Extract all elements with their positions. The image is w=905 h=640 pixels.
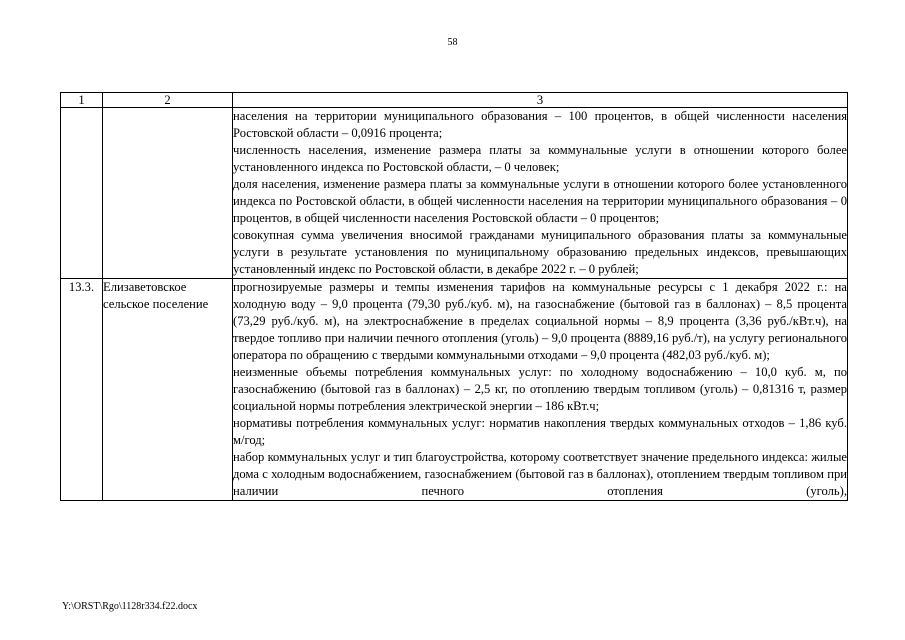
- column-header-3: 3: [233, 93, 848, 108]
- paragraph: численность населения, изменение размера платы за коммунальные услуги в отношении которого более установленного индекса по Ростовской области, – 0 человек;: [233, 143, 847, 174]
- table-header-row: [61, 93, 848, 108]
- paragraph: прогнозируемые размеры и темпы изменения тарифов на коммунальные ресурсы с 1 декабря 2022 г.: на холодную воду – 9,0 процента (79,30 руб./куб. м), на газоснабжение (бытовой газ в баллонах) – 8,5 процента (73,29 руб./куб. м), на электроснабжение в пределах социальной нормы – 8,9 процента (3,36 руб./кВт.ч), на твердое топливо при наличии печного отопления (уголь) – 9,0 процента (8889,16 руб./т), на услугу регионального оператора по обращению с твердыми коммунальными отходами – 9,0 процента (482,03 руб./куб. м);: [233, 280, 847, 362]
- page-number: 58: [447, 37, 458, 48]
- row-content: [233, 108, 848, 279]
- paragraph: неизменные объемы потребления коммунальных услуг: по холодному водоснабжению – 10,0 куб. м, по газоснабжению (бытовой газ в баллонах) – 2,5 кг, по отоплению твердым топливом (уголь) – 0,81316 т, размер социальной нормы потребления электрической энергии – 186 кВт.ч;: [233, 365, 847, 413]
- tariff-table: [60, 92, 848, 501]
- document-file-path: Y:\ORST\Rgo\1128r334.f22.docx: [62, 601, 198, 612]
- table-row: [61, 279, 848, 501]
- paragraph: совокупная сумма увеличения вносимой гражданами муниципального образования платы за коммунальные услуги в результате установления по муниципальному образованию предельных индексов, превышающих установленный индекс по Ростовской области, в декабре 2022 г. – 0 рублей;: [233, 228, 847, 276]
- table-row: [61, 108, 848, 279]
- row-number: 13.3.: [61, 279, 103, 501]
- paragraph: доля населения, изменение размера платы за коммунальные услуги в отношении которого более установленного индекса по Ростовской области, в общей численности населения на территории муниципального образования – 0 процентов, в общей численности населения Ростовской области – 0 процентов;: [233, 177, 847, 225]
- paragraph: нормативы потребления коммунальных услуг: норматив накопления твердых коммунальных отходов – 1,86 куб. м/год;: [233, 416, 847, 447]
- row-content: [233, 279, 848, 501]
- municipality-name: Елизаветовское сельское поселение: [103, 279, 233, 501]
- municipality-name: [103, 108, 233, 279]
- paragraph: населения на территории муниципального образования – 100 процентов, в общей численности населения Ростовской области – 0,0916 процента;: [233, 109, 847, 140]
- column-header-1: 1: [61, 93, 103, 108]
- paragraph: набор коммунальных услуг и тип благоустройства, которому соответствует значение предельного индекса: жилые дома с холодным водоснабжением, газоснабжением (бытовой газ в баллонах), отоплением твердым топливом при наличии печного отопления (уголь),: [233, 450, 847, 498]
- column-header-2: 2: [103, 93, 233, 108]
- row-number: [61, 108, 103, 279]
